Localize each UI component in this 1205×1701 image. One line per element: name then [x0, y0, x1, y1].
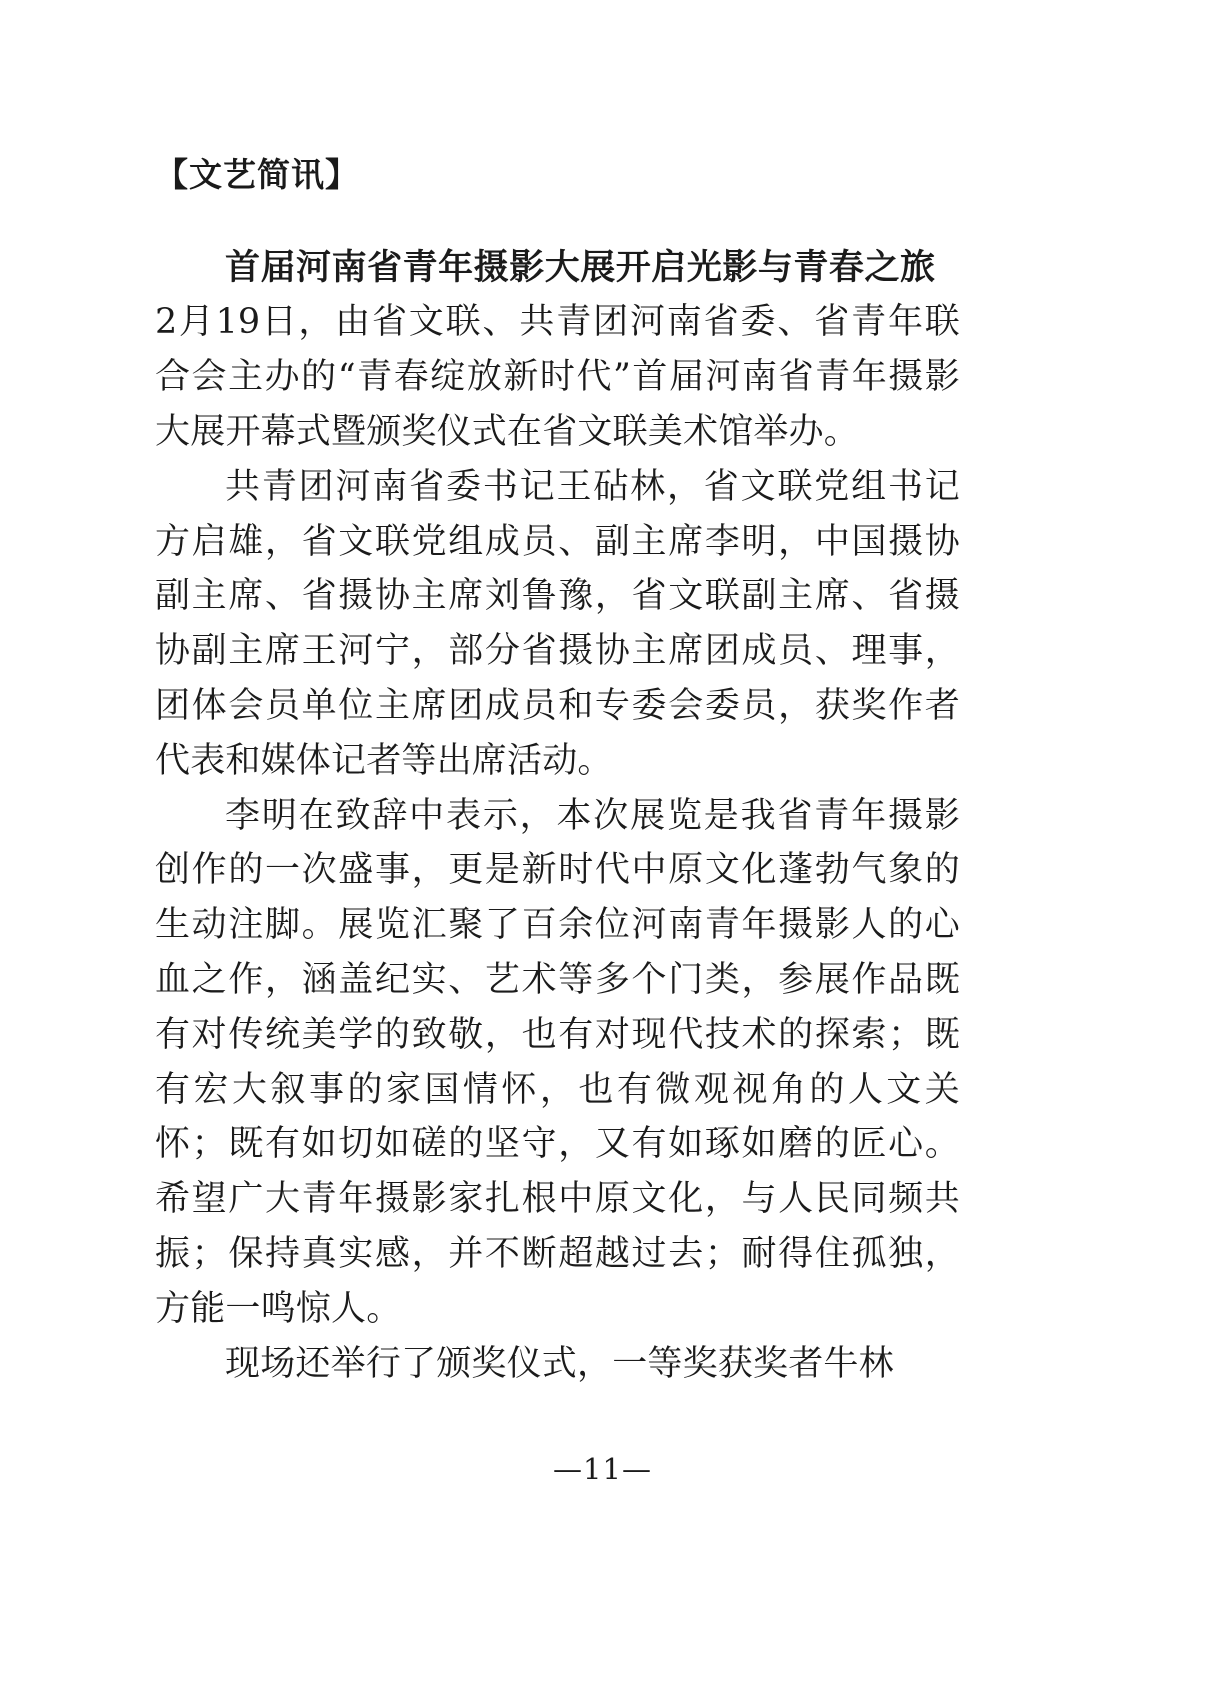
article-paragraph-attendees: 共青团河南省委书记王砧林，省文联党组书记方启雄，省文联党组成员、副主席李明，中国摄协副主席、省摄协主席刘鲁豫，省文联副主席、省摄协副主席王河宁，部分省摄协主席团成员、理事，团体会员单位主席团成员和专委会委员，获奖作者代表和媒体记者等出席活动。	[155, 466, 960, 781]
article-lead-date: 2月19日，	[155, 302, 336, 343]
article-paragraph-awards: 现场还举行了颁奖仪式，一等奖获奖者牛林	[225, 1343, 894, 1384]
article-lead-rest: 由省文联、共青团河南省委、省青年联合会主办的“青春绽放新时代”首届河南省青年摄影大展开幕式暨颁奖仪式在省文联美术馆举办。	[155, 302, 960, 452]
article-body	[155, 195, 960, 1392]
page-content	[155, 0, 960, 1391]
section-heading: 【文艺简讯】	[155, 155, 359, 194]
page-number: —11—	[553, 1452, 652, 1486]
article-run-in-title: 首届河南省青年摄影大展开启光影与青春之旅	[225, 247, 936, 288]
article-lead-paragraph	[155, 241, 960, 460]
article-paragraph-speech: 李明在致辞中表示，本次展览是我省青年摄影创作的一次盛事，更是新时代中原文化蓬勃气象的生动注脚。展览汇聚了百余位河南青年摄影人的心血之作，涵盖纪实、艺术等多个门类，参展作品既有对传统美学的致敬，也有对现代技术的探索；既有宏大叙事的家国情怀，也有微观视角的人文关怀；既有如切如磋的坚守，又有如琢如磨的匠心。希望广大青年摄影家扎根中原文化，与人民同频共振；保持真实感，并不断超越过去；耐得住孤独，方能一鸣惊人。	[155, 795, 960, 1329]
